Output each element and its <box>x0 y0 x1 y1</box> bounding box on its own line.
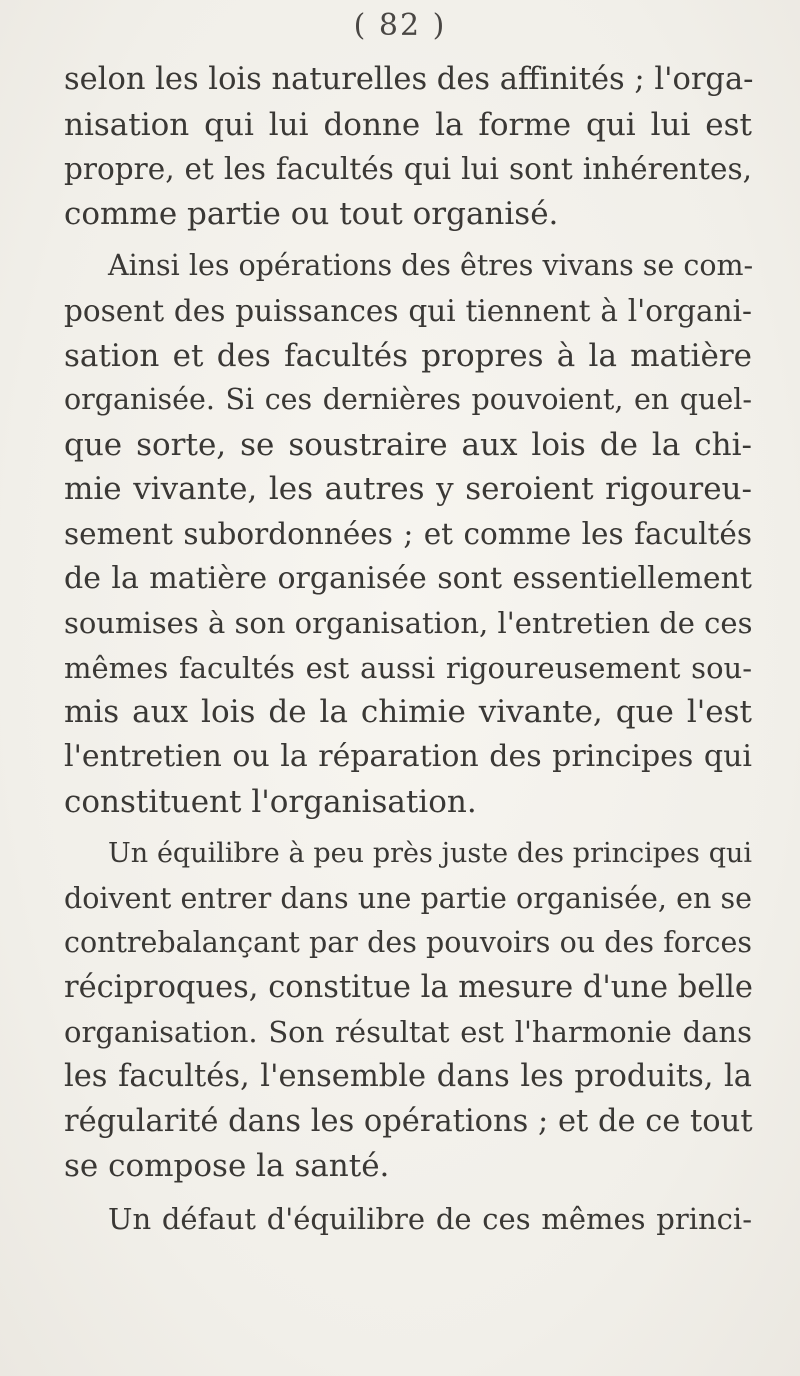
text-line: mêmes facultés est aussi rigoureusement sou- <box>64 650 752 685</box>
text-line: mis aux lois de la chimie vivante, que l'est <box>64 694 752 731</box>
text-line: sation et des facultés propres à la matière <box>64 337 752 374</box>
text-line: soumises à son organisation, l'entretien de ces <box>64 606 753 641</box>
text-line: Ainsi les opérations des êtres vivans se com- <box>108 249 754 283</box>
text-line: que sorte, se soustraire aux lois de la chi- <box>64 426 752 463</box>
paragraph-gap <box>64 824 752 832</box>
text-line: les facultés, l'ensemble dans les produits, la <box>64 1059 752 1095</box>
text-line: posent des puissances qui tiennent à l'organi- <box>64 293 752 328</box>
text-line: nisation qui lui donne la forme qui lui est <box>64 106 752 143</box>
text-line: réciproques, constitue la mesure d'une belle <box>64 969 753 1005</box>
text-line: doivent entrer dans une partie organisée, en se <box>64 881 752 915</box>
text-line: selon les lois naturelles des affinités ; l'orga- <box>64 62 754 97</box>
text-line: propre, et les facultés qui lui sont inhérentes, <box>64 152 752 187</box>
text-line: constituent l'organisation. <box>64 783 477 820</box>
text-line: se compose la santé. <box>64 1148 390 1185</box>
text-line: organisée. Si ces dernières pouvoient, en quel- <box>64 383 752 417</box>
paragraph-gap <box>64 1189 752 1197</box>
text-line: l'entretien ou la réparation des principes qui <box>64 738 752 774</box>
text-line: organisation. Son résultat est l'harmonie dans <box>64 1015 752 1050</box>
text-line: Un équilibre à peu près juste des principes qui <box>108 838 752 870</box>
text-line: de la matière organisée sont essentiellement <box>64 560 752 596</box>
page-number: ( 82 ) <box>353 8 447 43</box>
text-line: Un défaut d'équilibre de ces mêmes princi- <box>108 1201 752 1236</box>
text-line: mie vivante, les autres y seroient rigoureu- <box>64 471 752 508</box>
text-line: comme partie ou tout organisé. <box>64 195 559 232</box>
body-text <box>64 58 752 1241</box>
text-line: régularité dans les opérations ; et de ce tout <box>64 1103 753 1139</box>
text-line: sement subordonnées ; et comme les facultés <box>64 516 752 551</box>
text-line: contrebalançant par des pouvoirs ou des forces <box>64 926 752 960</box>
paragraph-gap <box>64 236 752 244</box>
